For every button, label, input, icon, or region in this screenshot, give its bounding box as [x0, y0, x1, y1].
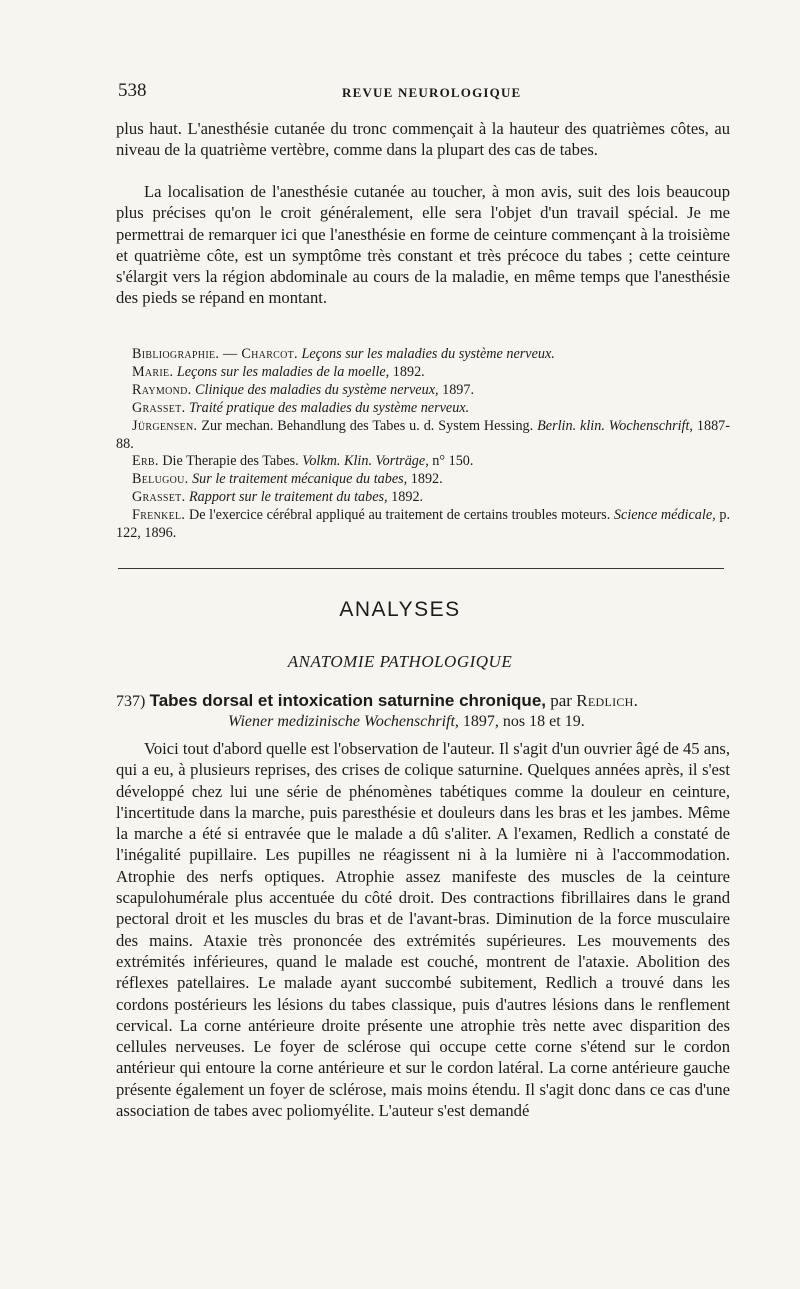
article-source: [116, 712, 730, 732]
bibliography-entry: Jürgensen. Zur mechan. Behandlung des Tabes u. d. System Hessing. Berlin. klin. Wochenschrift, 1887-88.: [116, 417, 730, 452]
page-header: [118, 78, 728, 104]
bibliography: [116, 346, 730, 543]
bibliography-entry: Belugou. Sur le traitement mécanique du tabes, 1892.: [132, 471, 443, 488]
bibliography-entry: Marie. Leçons sur les maladies de la moelle, 1892.: [132, 363, 425, 380]
running-title: REVUE NEUROLOGIQUE: [342, 85, 522, 100]
subsection-title: ANATOMIE PATHOLOGIQUE: [287, 652, 513, 671]
paragraph-text: La localisation de l'anesthésie cutanée au toucher, à mon avis, suit des lois beaucoup plus précises qu'on le croit généralement, elle sera l'objet d'un travail spécial. Je me permettrai de remarquer ici que l'anesthésie en forme de ceinture commençant à la troisième et quatrième côte, est un symptôme très constant et très précoce du tabes ; cette ceinture s'élargit vers la région abdominale au cours de la maladie, en même temps que l'anesthésie des pieds se répand en montant.: [116, 182, 730, 308]
bibliography-entry: Frenkel. De l'exercice cérébral appliqué au traitement de certains troubles moteurs. Science médicale, p. 122, 1896.: [116, 507, 731, 542]
article-author: Redlich.: [576, 691, 639, 710]
bibliography-entry: Grasset. Rapport sur le traitement du tabes, 1892.: [132, 489, 424, 506]
section-title: ANALYSES: [339, 598, 461, 621]
bibliography-entry: Bibliographie. — Charcot. Leçons sur les maladies du système nerveux.: [132, 346, 555, 362]
article-body: [116, 738, 730, 1121]
section-divider: [118, 568, 724, 569]
paragraph-text: plus haut. L'anesthésie cutanée du tronc commençait à la hauteur des quatrièmes côtes, au niveau de la quatrième vertèbre, comme dans la plupart des cas de tabes.: [116, 119, 730, 160]
paragraph-continuation: [116, 118, 730, 161]
article-journal: Wiener medizinische Wochenschrift,: [228, 713, 459, 730]
paragraph-anesthesia-localization: [116, 181, 730, 309]
bibliography-entry: Raymond. Clinique des maladies du système nerveux, 1897.: [132, 381, 475, 398]
article-reference: 1897, nos 18 et 19.: [458, 713, 585, 730]
article-body-text: Voici tout d'abord quelle est l'observation de l'auteur. Il s'agit d'un ouvrier âgé de 45 ans, qui a eu, à plusieurs reprises, des crises de colique saturnine. Quelques années après, il s'est développé chez lui une série de phénomènes tabétiques comme la douleur en ceinture, l'incertitude dans la marche, puis paresthésie et douleurs dans les bras et les jambes. Même la marche a été si entravée que le malade a dû s'aliter. A l'examen, Redlich a constaté de l'inégalité pupillaire. Les pupilles ne réagissent ni à la lumière ni à l'accommodation. Atrophie des nerfs optiques. Atrophie assez manifeste des muscles de la ceinture scapulohumérale plus accentuée du côté droit. Des contractions fibrillaires dans le grand pectoral droit et les muscles du bras et de l'avant-bras. Diminution de la force musculaire des mains. Ataxie très prononcée des extrémités supérieures. Les mouvements des extrémités inférieures, quand le malade est couché, montrent de l'ataxie. Abolition des réflexes patellaires. Le malade ayant succombé subitement, Redlich a trouvé dans les cordons postérieurs les lésions du tabes classique, puis d'autres lésions dans le renflement cervical. La corne antérieure droite présente une atrophie très nette avec disparition des cellules nerveuses. Le foyer de sclérose qui occupe cette corne s'étend sur le cordon antérieur qui entoure la corne antérieure et sur le cordon latéral. La corne antérieure gauche présente également un foyer de sclérose, mais moins étendu. Il s'agit donc dans ce cas d'une association de tabes avec poliomyélite. L'auteur s'est demandé: [116, 739, 730, 1121]
article-title: Tabes dorsal et intoxication saturnine chronique,: [149, 691, 546, 710]
article-number: 737): [116, 693, 146, 710]
bibliography-entry: Grasset. Traité pratique des maladies du système nerveux.: [132, 399, 470, 416]
page-number: 538: [118, 80, 147, 101]
article-by: par: [546, 691, 577, 710]
article-heading: [116, 690, 730, 732]
article-title-line: [116, 690, 730, 712]
bibliography-entry: Erb. Die Therapie des Tabes. Volkm. Klin. Vorträge, n° 150.: [132, 453, 474, 470]
